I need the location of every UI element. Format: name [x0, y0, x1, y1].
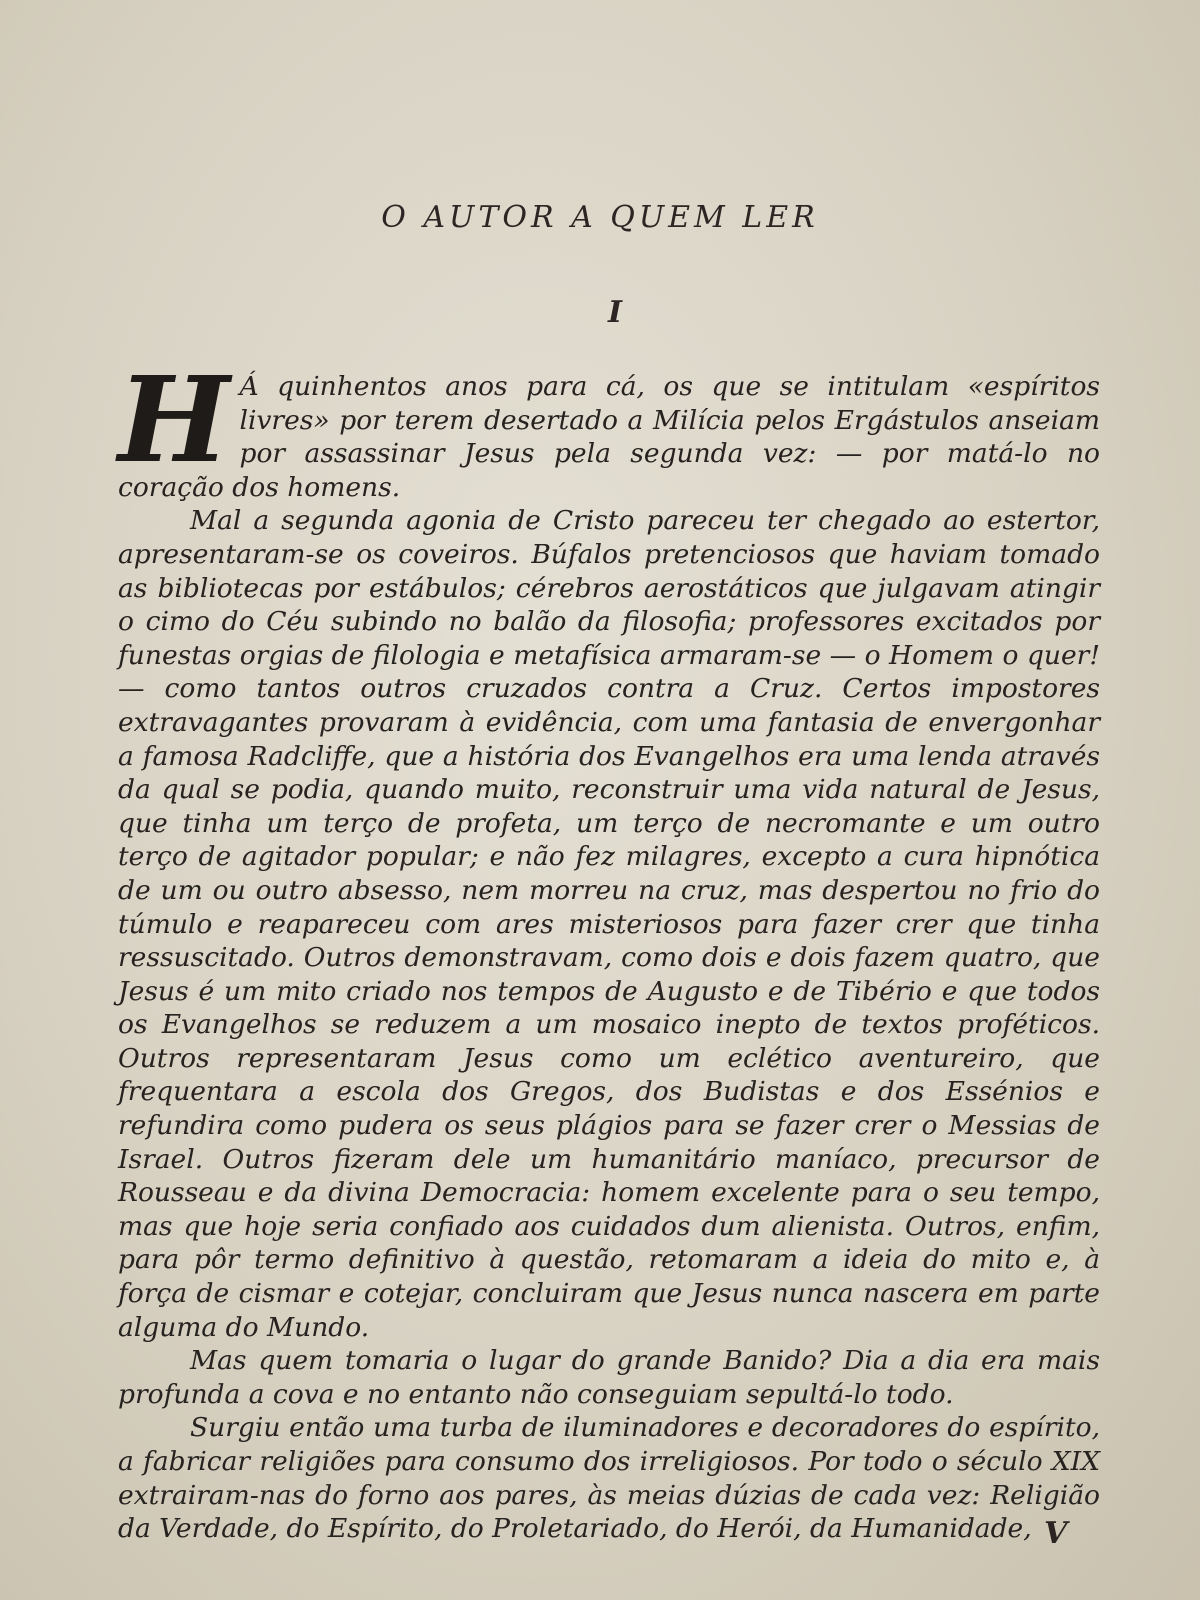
body-text — [118, 350, 1100, 1546]
paragraph-1-text: Á quinhentos anos para cá, os que se intitulam «espíritos livres» por terem desertado a Milícia pelos Ergástulos anseiam por assassinar Jesus pela segunda vez: — por matá-lo no coração dos homens. — [118, 371, 1100, 503]
paragraph-2: Mal a segunda agonia de Cristo pareceu ter chegado ao estertor, apresentaram-se os coveiros. Búfalos pretenciosos que haviam tomado as bibliotecas por estábulos; cérebros aerostáticos que julgavam atingir o cimo do Céu subindo no balão da filosofia; professores excitados por funestas orgias de filologia e metafísica armaram-se — o Homem o quer! — como tantos outros cruzados contra a Cruz. Certos impostores extravagantes provaram à evidência, com uma fantasia de envergonhar a famosa Radcliffe, que a história dos Evangelhos era uma lenda através da qual se podia, quando muito, reconstruir uma vida natural de Jesus, que tinha um terço de profeta, um terço de necromante e um outro terço de agitador popular; e não fez milagres, excepto a cura hipnótica de um ou outro absesso, nem morreu na cruz, mas despertou no frio do túmulo e reapareceu com ares misteriosos para fazer crer que tinha ressuscitado. Outros demonstravam, como dois e dois fazem quatro, que Jesus é um mito criado nos tempos de Augusto e de Tibério e que todos os Evangelhos se reduzem a um mosaico inepto de textos proféticos. Outros representaram Jesus como um eclético aventureiro, que frequentara a escola dos Gregos, dos Budistas e dos Essénios e refundira como pudera os seus plágios para se fazer crer o Messias de Israel. Outros fizeram dele um humanitário maníaco, precursor de Rousseau e da divina Democracia: homem excelente para o seu tempo, mas que hoje seria confiado aos cuidados dum alienista. Outros, enfim, para pôr termo definitivo à questão, retomaram a ideia do mito e, à força de cismar e cotejar, concluiram que Jesus nunca nascera em parte alguma do Mundo. — [118, 505, 1100, 1343]
paragraph-3: Mas quem tomaria o lugar do grande Banido? Dia a dia era mais profunda a cova e no entanto não conseguiam sepultá-lo todo. — [118, 1345, 1100, 1410]
paragraph-1 — [118, 350, 1100, 504]
section-number: I — [607, 295, 623, 330]
paragraph-4: Surgiu então uma turba de iluminadores e decoradores do espírito, a fabricar religiões para consumo dos irreligiosos. Por todo o século XIX extrairam-nas do forno aos pares, às meias dúzias de cada vez: Religião da Verdade, do Espírito, do Proletariado, do Herói, da Humanidade, — [118, 1412, 1100, 1545]
drop-cap: H — [118, 350, 230, 489]
chapter-heading: O AUTOR A QUEM LER — [381, 200, 819, 235]
page-number: V — [1044, 1516, 1068, 1551]
